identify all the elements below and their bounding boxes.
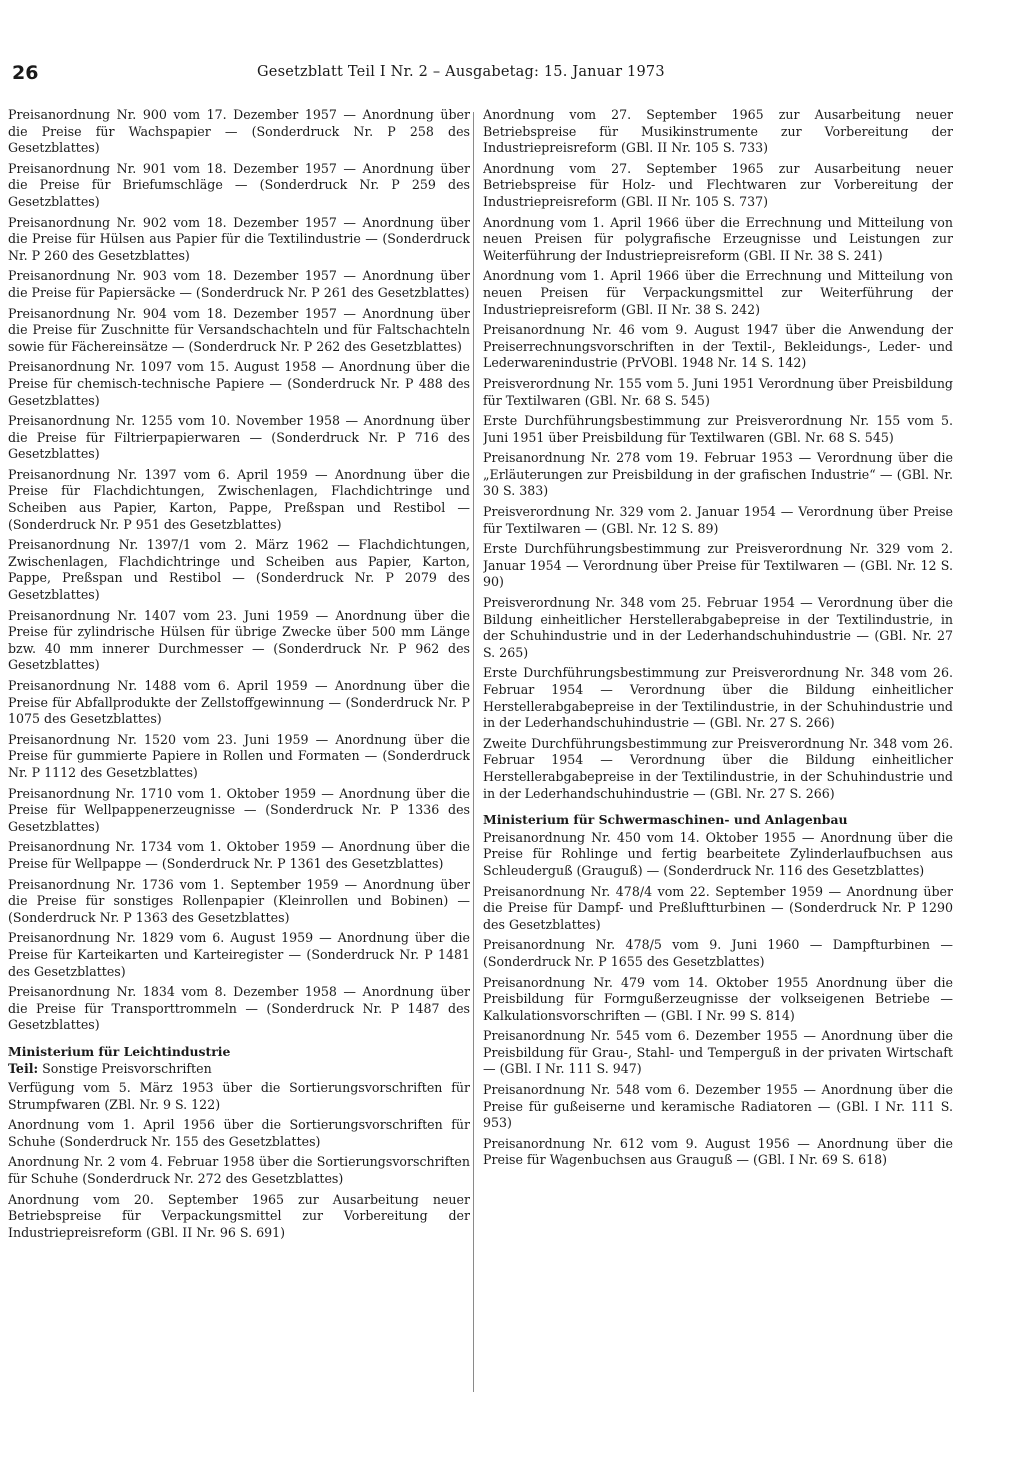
subheading-label: Teil: xyxy=(8,1061,39,1077)
list-item: Anordnung vom 20. September 1965 zur Ausarbeitung neuer Betriebspreise für Verpackungsmittel zur Vorbereitung der Industriepreisreform (GBl. II Nr. 96 S. 691) xyxy=(8,1191,470,1240)
list-item: Anordnung vom 1. April 1966 über die Errechnung und Mitteilung von neuen Preisen für Verpackungsmittel zur Weiterführung der Industriepreisreform (GBl. II Nr. 38 S. 242) xyxy=(483,268,953,317)
page-header xyxy=(12,62,972,86)
list-item: Preisanordnung Nr. 478/4 vom 22. September 1959 — Anordnung über die Preise für Dampf- und Preßluftturbinen — (Sonderdruck Nr. P 1290 des Gesetzblattes) xyxy=(483,883,953,932)
section-subheading xyxy=(8,1061,470,1078)
left-entries xyxy=(8,107,470,1034)
list-item: Preisanordnung Nr. 1397 vom 6. April 1959 — Anordnung über die Preise für Flachdichtungen, Zwischenlagen, Flachdichtringe und Scheiben aus Papier, Karton, Pappe, Preßspan und Restibol — (Sonderdruck Nr. P 951 des Gesetzblattes) xyxy=(8,466,470,532)
list-item: Preisanordnung Nr. 548 vom 6. Dezember 1955 — Anordnung über die Preise für gußeiserne und keramische Radiatoren — (GBl. I Nr. 111 S. 953) xyxy=(483,1082,953,1131)
list-item: Zweite Durchführungsbestimmung zur Preisverordnung Nr. 348 vom 26. Februar 1954 — Verordnung über die Bildung einheitlicher Herstellerabgabepreise in der Textilindustrie, in der Schuhindustrie und in der Lederhandschuhindustrie — (GBl. Nr. 27 S. 266) xyxy=(483,735,953,801)
list-item: Preisanordnung Nr. 1736 vom 1. September 1959 — Anordnung über die Preise für sonstiges Rollenpapier (Kleinrollen und Bobinen) — (Sonderdruck Nr. P 1363 des Gesetzblattes) xyxy=(8,876,470,925)
list-item: Preisanordnung Nr. 479 vom 14. Oktober 1955 Anordnung über die Preisbildung für Formgußerzeugnisse der volkseigenen Betriebe — Kalkulationsvorschriften — (GBl. I Nr. 99 S. 814) xyxy=(483,974,953,1023)
section-heading-leichtindustrie: Ministerium für Leichtindustrie xyxy=(8,1043,231,1059)
list-item: Preisanordnung Nr. 1397/1 vom 2. März 1962 — Flachdichtungen, Zwischenlagen, Flachdichtringe und Scheiben aus Papier, Karton, Pappe, Preßspan und Restibol — (Sonderdruck Nr. P 2079 des Gesetzblattes) xyxy=(8,537,470,603)
leichtindustrie-entries xyxy=(8,1080,470,1241)
right-column xyxy=(483,107,953,1407)
list-item: Preisanordnung Nr. 278 vom 19. Februar 1953 — Verordnung über die „Erläuterungen zur Preisbildung in der grafischen Industrie“ — (GBl. Nr. 30 S. 383) xyxy=(483,450,953,499)
list-item: Preisanordnung Nr. 902 vom 18. Dezember 1957 — Anordnung über die Preise für Hülsen aus Papier für die Textilindustrie — (Sonderdruck Nr. P 260 des Gesetzblattes) xyxy=(8,214,470,263)
column-divider xyxy=(473,112,474,1392)
list-item: Preisanordnung Nr. 1829 vom 6. August 1959 — Anordnung über die Preise für Karteikarten und Karteiregister — (Sonderdruck Nr. P 1481 des Gesetzblattes) xyxy=(8,930,470,979)
list-item: Preisanordnung Nr. 46 vom 9. August 1947 über die Anwendung der Preiserrechnungsvorschriften in der Textil-, Bekleidungs-, Leder- und Lederwarenindustrie (PrVOBl. 1948 Nr. 14 S. 142) xyxy=(483,322,953,371)
list-item: Anordnung vom 27. September 1965 zur Ausarbeitung neuer Betriebspreise für Holz- und Flechtwaren zur Vorbereitung der Industriepreisreform (GBl. II Nr. 105 S. 737) xyxy=(483,160,953,209)
section-heading-schwermaschinenbau: Ministerium für Schwermaschinen- und Anlagenbau xyxy=(483,812,848,828)
list-item: Anordnung vom 27. September 1965 zur Ausarbeitung neuer Betriebspreise für Musikinstrumente zur Vorbereitung der Industriepreisreform (GBl. II Nr. 105 S. 733) xyxy=(483,107,953,156)
schwermaschinenbau-entries xyxy=(483,830,953,1169)
list-item: Preisanordnung Nr. 1834 vom 8. Dezember 1958 — Anordnung über die Preise für Transporttrommeln — (Sonderdruck Nr. P 1487 des Gesetzblattes) xyxy=(8,984,470,1033)
list-item: Preisanordnung Nr. 612 vom 9. August 1956 — Anordnung über die Preise für Wagenbuchsen aus Grauguß — (GBl. I Nr. 69 S. 618) xyxy=(483,1135,953,1168)
list-item: Preisanordnung Nr. 900 vom 17. Dezember 1957 — Anordnung über die Preise für Wachspapier — (Sonderdruck Nr. P 258 des Gesetzblattes) xyxy=(8,107,470,156)
list-item: Preisanordnung Nr. 1710 vom 1. Oktober 1959 — Anordnung über die Preise für Wellpappenerzeugnisse — (Sonderdruck Nr. P 1336 des Gesetzblattes) xyxy=(8,785,470,834)
list-item: Anordnung vom 1. April 1956 über die Sortierungsvorschriften für Schuhe (Sonderdruck Nr. 155 des Gesetzblattes) xyxy=(8,1117,470,1149)
list-item: Anordnung vom 1. April 1966 über die Errechnung und Mitteilung von neuen Preisen für polygrafische Erzeugnisse und Leistungen zur Weiterführung der Industriepreisreform (GBl. II Nr. 38 S. 241) xyxy=(483,214,953,263)
list-item: Erste Durchführungsbestimmung zur Preisverordnung Nr. 348 vom 26. Februar 1954 — Verordnung über die Bildung einheitlicher Herstellerabgabepreise in der Textilindustrie, in der Schuhindustrie und in der Lederhandschuhindustrie — (GBl. Nr. 27 S. 266) xyxy=(483,665,953,731)
list-item: Preisanordnung Nr. 450 vom 14. Oktober 1955 — Anordnung über die Preise für Rohlinge und fertig bearbeitete Zylinderlaufbuchsen aus Schleuderguß (Grauguß) — (Sonderdruck Nr. 116 des Gesetzblattes) xyxy=(483,829,953,878)
list-item: Anordnung Nr. 2 vom 4. Februar 1958 über die Sortierungsvorschriften für Schuhe (Sonderdruck Nr. 272 des Gesetzblattes) xyxy=(8,1154,470,1187)
list-item: Preisverordnung Nr. 348 vom 25. Februar 1954 — Verordnung über die Bildung einheitlicher Herstellerabgabepreise in der Textilindustrie, in der Schuhindustrie und in der Lederhandschuhindustrie — (GBl. Nr. 27 S. 265) xyxy=(483,595,953,660)
page-number: 26 xyxy=(12,62,39,84)
subheading-text: Sonstige Preisvorschriften xyxy=(42,1061,212,1077)
list-item: Preisanordnung Nr. 1520 vom 23. Juni 1959 — Anordnung über die Preise für gummierte Papiere in Rollen und Formaten — (Sonderdruck Nr. P 1112 des Gesetzblattes) xyxy=(8,731,470,780)
list-item: Preisanordnung Nr. 1255 vom 10. November 1958 — Anordnung über die Preise für Filtrierpapierwaren — (Sonderdruck Nr. P 716 des Gesetzblattes) xyxy=(8,413,470,462)
list-item: Preisanordnung Nr. 903 vom 18. Dezember 1957 — Anordnung über die Preise für Papiersäcke — (Sonderdruck Nr. P 261 des Gesetzblattes) xyxy=(8,268,470,300)
list-item: Preisanordnung Nr. 1488 vom 6. April 1959 — Anordnung über die Preise für Abfallprodukte der Zellstoffgewinnung — (Sonderdruck Nr. P 1075 des Gesetzblattes) xyxy=(8,678,470,727)
list-item: Preisanordnung Nr. 1734 vom 1. Oktober 1959 — Anordnung über die Preise für Wellpappe — (Sonderdruck Nr. P 1361 des Gesetzblattes) xyxy=(8,839,470,871)
list-item: Preisanordnung Nr. 1097 vom 15. August 1958 — Anordnung über die Preise für chemisch-technische Papiere — (Sonderdruck Nr. P 488 des Gesetzblattes) xyxy=(8,359,470,408)
list-item: Preisanordnung Nr. 478/5 vom 9. Juni 1960 — Dampfturbinen — (Sonderdruck Nr. P 1655 des Gesetzblattes) xyxy=(483,937,953,969)
list-item: Preisanordnung Nr. 1407 vom 23. Juni 1959 — Anordnung über die Preise für zylindrische Hülsen für übrige Zwecke über 500 mm Länge bzw. 40 mm innerer Durchmesser — (Sonderdruck Nr. P 962 des Gesetzblattes) xyxy=(8,607,470,673)
list-item: Preisanordnung Nr. 545 vom 6. Dezember 1955 — Anordnung über die Preisbildung für Grau-, Stahl- und Temperguß in der privaten Wirtschaft — (GBl. I Nr. 111 S. 947) xyxy=(483,1028,953,1077)
list-item: Preisanordnung Nr. 901 vom 18. Dezember 1957 — Anordnung über die Preise für Briefumschläge — (Sonderdruck Nr. P 259 des Gesetzblattes) xyxy=(8,160,470,209)
left-column xyxy=(8,107,470,1397)
list-item: Erste Durchführungsbestimmung zur Preisverordnung Nr. 329 vom 2. Januar 1954 — Verordnung über Preise für Textilwaren — (GBl. Nr. 12 S. 90) xyxy=(483,541,953,590)
list-item: Preisanordnung Nr. 904 vom 18. Dezember 1957 — Anordnung über die Preise für Zuschnitte für Versandschachteln und für Faltschachteln sowie für Fächereinsätze — (Sonderdruck Nr. P 262 des Gesetzblattes) xyxy=(8,305,470,354)
running-title: Gesetzblatt Teil I Nr. 2 – Ausgabetag: 15. Januar 1973 xyxy=(257,64,665,80)
list-item: Preisverordnung Nr. 329 vom 2. Januar 1954 — Verordnung über Preise für Textilwaren — (GBl. Nr. 12 S. 89) xyxy=(483,504,953,536)
list-item: Preisverordnung Nr. 155 vom 5. Juni 1951 Verordnung über Preisbildung für Textilwaren (GBl. Nr. 68 S. 545) xyxy=(483,375,953,408)
list-item: Erste Durchführungsbestimmung zur Preisverordnung Nr. 155 vom 5. Juni 1951 über Preisbildung für Textilwaren (GBl. Nr. 68 S. 545) xyxy=(483,413,953,445)
right-entries xyxy=(483,107,953,802)
list-item: Verfügung vom 5. März 1953 über die Sortierungsvorschriften für Strumpfwaren (ZBl. Nr. 9 S. 122) xyxy=(8,1080,470,1112)
